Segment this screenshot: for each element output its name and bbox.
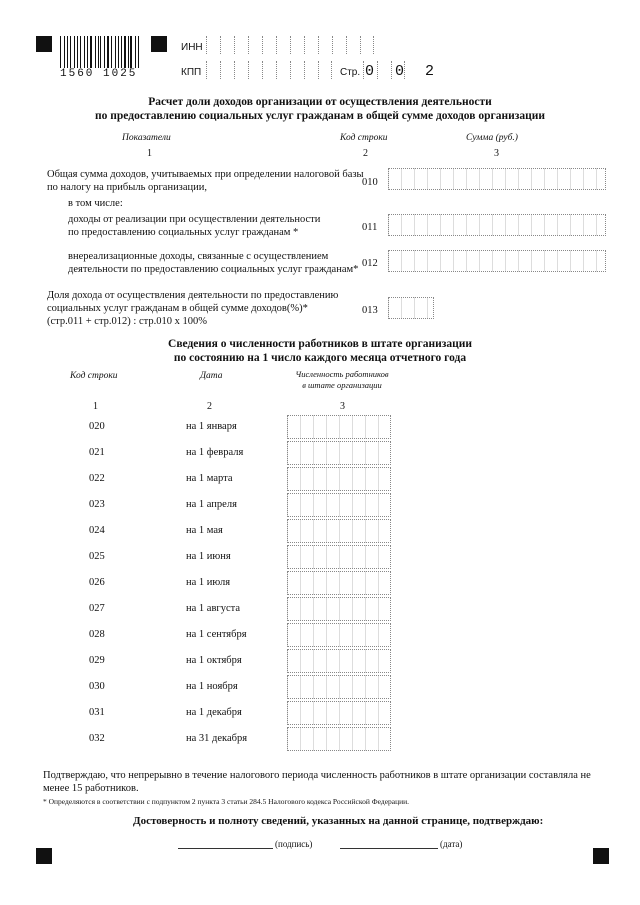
- date-label: (дата): [440, 839, 463, 849]
- staff-row-code: 030: [89, 681, 105, 692]
- barcode-bar: [128, 36, 129, 68]
- col-number-2: 2: [363, 148, 368, 159]
- s2-col-count-header-line2: в штате организации: [302, 380, 382, 390]
- barcode-bar: [124, 36, 125, 68]
- staff-row-count-field[interactable]: [287, 623, 391, 647]
- barcode-bar: [74, 36, 75, 68]
- barcode-bar: [84, 36, 85, 68]
- staff-row-code: 032: [89, 733, 105, 744]
- row-011-label: [68, 213, 320, 239]
- barcode-bar: [130, 36, 132, 68]
- signature-label: (подпись): [275, 839, 313, 849]
- staff-row-code: 026: [89, 577, 105, 588]
- staff-row-code: 023: [89, 499, 105, 510]
- row-012-text-1: внереализационные доходы, связанные с осуществлением: [68, 251, 329, 262]
- s2-col-code-header: Код строки: [70, 371, 118, 381]
- staff-row-code: 020: [89, 421, 105, 432]
- col-indicators-header: Показатели: [122, 133, 171, 143]
- barcode-bar: [104, 36, 105, 68]
- row-010-text-2: по налогу на прибыль организации,: [47, 182, 207, 193]
- inn-cells[interactable]: [206, 36, 374, 54]
- barcode-bar: [80, 36, 81, 68]
- barcode-bar: [107, 36, 109, 68]
- confirmation-line2: менее 15 работников.: [43, 783, 139, 794]
- row-012-label: [68, 250, 358, 276]
- row-013-text-2: социальных услуг гражданам в общей сумме доходов(%)*: [47, 303, 308, 314]
- confirmation-text: [43, 769, 591, 795]
- section2-title-line2: по состоянию на 1 число каждого месяца отчетного года: [173, 352, 467, 364]
- row-011-amount-field[interactable]: [388, 214, 606, 236]
- footnote: * Определяются в соответствии с подпунктом 2 пункта 3 статьи 284.5 Налогового кодекса Российской Федерации.: [43, 797, 410, 806]
- row-010-label: [47, 168, 364, 194]
- row-011-text-2: по предоставлению социальных услуг гражданам *: [68, 227, 299, 238]
- s2-col-count-header: [290, 369, 394, 391]
- staff-row-date: на 1 ноября: [186, 681, 238, 692]
- row-013-text-3: (стр.011 + стр.012) : стр.010 x 100%: [47, 316, 207, 327]
- row-013-label: [47, 289, 338, 328]
- staff-row-count-field[interactable]: [287, 571, 391, 595]
- barcode-bar: [100, 36, 101, 68]
- staff-row-count-field[interactable]: [287, 545, 391, 569]
- s2-col-number-2: 2: [207, 401, 212, 412]
- staff-row-count-field[interactable]: [287, 675, 391, 699]
- signature-line[interactable]: [178, 848, 273, 849]
- section1-title-line1: Расчет доли доходов организации от осуществления деятельности: [148, 96, 492, 108]
- staff-row-count-field[interactable]: [287, 519, 391, 543]
- row-013-share-field[interactable]: [388, 297, 434, 319]
- barcode-bar: [77, 36, 78, 68]
- staff-row-date: на 1 октября: [186, 655, 242, 666]
- row-012-amount-field[interactable]: [388, 250, 606, 272]
- staff-row-code: 029: [89, 655, 105, 666]
- staff-row-code: 031: [89, 707, 105, 718]
- registration-marker-bottom-right: [593, 848, 609, 864]
- col-code-header: Код строки: [340, 133, 388, 143]
- kpp-label: КПП: [181, 67, 202, 78]
- staff-row-count-field[interactable]: [287, 727, 391, 751]
- row-013-code: 013: [362, 305, 378, 316]
- staff-row-code: 022: [89, 473, 105, 484]
- attestation-heading: Достоверность и полноту сведений, указанных на данной странице, подтверждаю:: [133, 815, 544, 827]
- staff-row-count-field[interactable]: [287, 441, 391, 465]
- barcode-bar: [67, 36, 68, 68]
- row-013-text-1: Доля дохода от осуществления деятельности по предоставлению: [47, 290, 339, 301]
- staff-row-count-field[interactable]: [287, 701, 391, 725]
- staff-row-count-field[interactable]: [287, 649, 391, 673]
- row-010-text-1: Общая сумма доходов, учитываемых при определении налоговой базы: [47, 169, 364, 180]
- registration-marker-top-left: [36, 36, 52, 52]
- staff-row-count-field[interactable]: [287, 415, 391, 439]
- barcode-bar: [121, 36, 122, 68]
- s2-col-number-1: 1: [93, 401, 98, 412]
- row-010-code: 010: [362, 177, 378, 188]
- date-line[interactable]: [340, 848, 438, 849]
- row-012-text-2: деятельности по предоставлению социальных услуг гражданам*: [68, 264, 359, 275]
- staff-row-code: 027: [89, 603, 105, 614]
- barcode-bar: [90, 36, 92, 68]
- section1-title-line2: по предоставлению социальных услуг гражданам в общей сумме доходов организации: [95, 110, 545, 122]
- barcode-bar: [87, 36, 88, 68]
- staff-row-code: 024: [89, 525, 105, 536]
- barcode-bar: [135, 36, 136, 68]
- barcode: [60, 36, 140, 68]
- staff-row-date: на 1 марта: [186, 473, 233, 484]
- row-011-code: 011: [362, 222, 378, 233]
- confirmation-line1: Подтверждаю, что непрерывно в течение налогового периода численность работников в штате организации составляла не: [43, 770, 591, 781]
- col-number-1: 1: [147, 148, 152, 159]
- barcode-bar: [98, 36, 99, 68]
- staff-row-date: на 31 декабря: [186, 733, 248, 744]
- barcode-bar: [115, 36, 116, 68]
- barcode-bar: [70, 36, 72, 68]
- barcode-bar: [95, 36, 96, 68]
- barcode-bar: [118, 36, 119, 68]
- staff-row-date: на 1 декабря: [186, 707, 242, 718]
- inn-label: ИНН: [181, 42, 203, 53]
- section2-title-line1: Сведения о численности работников в штате организации: [168, 338, 472, 350]
- s2-col-number-3: 3: [340, 401, 345, 412]
- in-that-number-label: в том числе:: [68, 198, 123, 209]
- s2-col-count-header-line1: Численность работников: [295, 369, 389, 379]
- staff-row-code: 025: [89, 551, 105, 562]
- registration-marker-bottom-left: [36, 848, 52, 864]
- page-number: 0 0 2: [365, 63, 441, 80]
- s2-col-date-header: Дата: [200, 371, 223, 381]
- kpp-cells[interactable]: [206, 61, 332, 79]
- registration-marker-top-right: [151, 36, 167, 52]
- staff-row-count-field[interactable]: [287, 467, 391, 491]
- staff-row-date: на 1 июля: [186, 577, 231, 588]
- barcode-bar: [138, 36, 139, 68]
- staff-row-date: на 1 сентября: [186, 629, 247, 640]
- row-010-amount-field[interactable]: [388, 168, 606, 190]
- col-sum-header: Сумма (руб.): [466, 133, 518, 143]
- staff-row-date: на 1 июня: [186, 551, 231, 562]
- barcode-bar: [111, 36, 112, 68]
- barcode-bar: [64, 36, 65, 68]
- col-number-3: 3: [494, 148, 499, 159]
- staff-row-date: на 1 февраля: [186, 447, 244, 458]
- barcode-number: 1560 1025: [60, 68, 138, 80]
- staff-row-count-field[interactable]: [287, 597, 391, 621]
- staff-row-date: на 1 января: [186, 421, 237, 432]
- staff-row-code: 021: [89, 447, 105, 458]
- page-label: Стр.: [340, 67, 361, 78]
- barcode-bar: [60, 36, 61, 68]
- staff-row-code: 028: [89, 629, 105, 640]
- staff-row-count-field[interactable]: [287, 493, 391, 517]
- staff-row-date: на 1 августа: [186, 603, 240, 614]
- staff-row-date: на 1 апреля: [186, 499, 237, 510]
- row-011-text-1: доходы от реализации при осуществлении деятельности: [68, 214, 321, 225]
- row-012-code: 012: [362, 258, 378, 269]
- staff-row-date: на 1 мая: [186, 525, 223, 536]
